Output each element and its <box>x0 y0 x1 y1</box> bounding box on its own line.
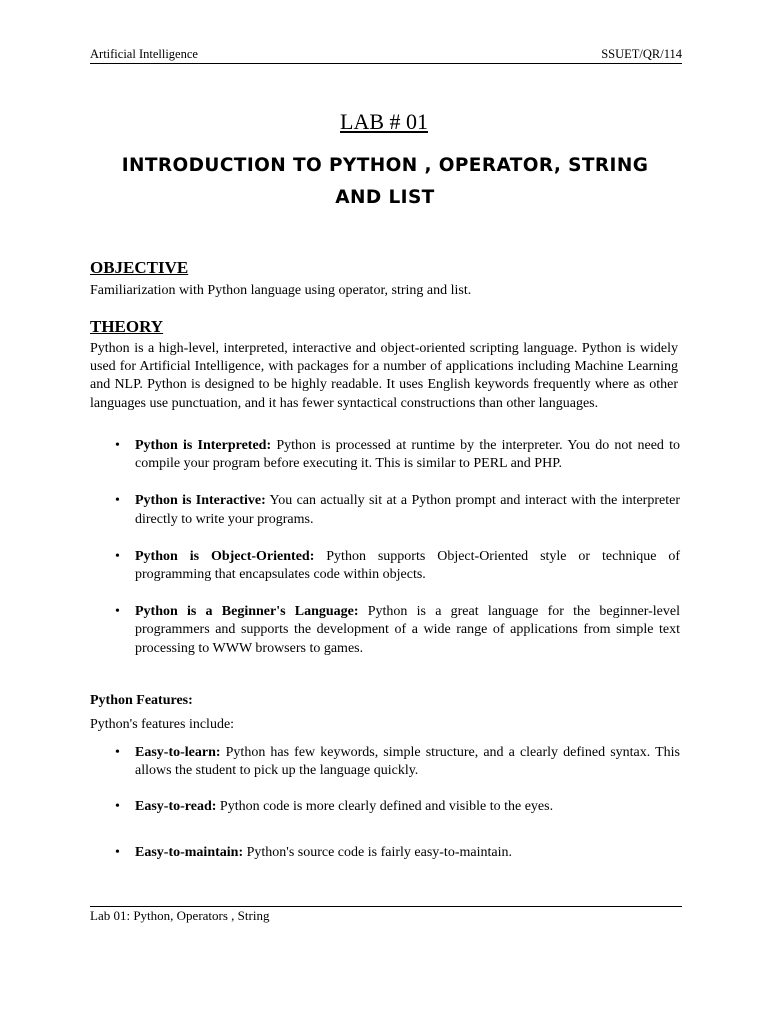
bullet-term: Python is Interactive: <box>135 493 266 509</box>
bullet-icon: • <box>115 745 120 760</box>
list-item <box>90 744 680 780</box>
list-item <box>90 548 680 584</box>
header-document-code: SSUET/QR/114 <box>601 47 682 61</box>
bullet-text: Python supports Object-Oriented style or technique of programming that encapsulates code within objects. <box>135 548 680 583</box>
bullet-text: Python code is more clearly defined and visible to the eyes. <box>216 799 554 815</box>
header-divider <box>90 63 682 64</box>
theory-text: Python is a high-level, interpreted, interactive and object-oriented scripting language. Python is widely used for Artificial Intelligence, with packages for a number of applications including Machine Learning and NLP. Python is designed to be highly readable. It uses English keywords frequently where as other languages use punctuation, and it has fewer syntactical constructions than other languages. <box>90 341 678 411</box>
bullet-term: Python is Object-Oriented: <box>135 548 315 564</box>
page-footer: Lab 01: Python, Operators , String <box>90 908 270 923</box>
main-title-line-1: INTRODUCTION TO PYTHON , OPERATOR, STRING <box>121 155 649 176</box>
lab-title: LAB # 01 <box>340 109 428 134</box>
theory-heading: THEORY <box>90 317 164 336</box>
bullet-icon: • <box>115 844 120 860</box>
objective-text: Familiarization with Python language using operator, string and list. <box>90 283 472 298</box>
bullet-icon: • <box>115 493 120 509</box>
header-course-name: Artificial Intelligence <box>90 47 198 61</box>
objective-heading: OBJECTIVE <box>90 258 189 277</box>
bullet-icon: • <box>115 438 120 453</box>
features-bullet-list <box>90 744 680 862</box>
features-heading: Python Features: <box>90 693 193 708</box>
bullet-text: You can actually sit at a Python prompt and interact with the interpreter directly to write your programs. <box>135 493 680 527</box>
bullet-term: Python is a Beginner's Language: <box>135 604 359 620</box>
bullet-icon: • <box>115 548 120 564</box>
bullet-icon: • <box>115 799 120 815</box>
bullet-term: Easy-to-read: <box>135 799 217 815</box>
bullet-text: Python is processed at runtime by the interpreter. You do not need to compile your program before executing it. This is similar to PERL and PHP. <box>135 438 681 472</box>
page-header <box>90 46 682 62</box>
bullet-term: Easy-to-maintain: <box>135 844 244 860</box>
list-item <box>90 437 680 473</box>
features-intro: Python's features include: <box>90 717 235 732</box>
bullet-text: Python's source code is fairly easy-to-maintain. <box>243 844 512 860</box>
bullet-term: Python is Interpreted: <box>135 438 272 453</box>
footer-divider <box>90 906 682 907</box>
list-item <box>90 798 680 816</box>
bullet-text: Python has few keywords, simple structure, and a clearly defined syntax. This allows the student to pick up the language quickly. <box>135 745 680 779</box>
list-item <box>90 844 680 862</box>
theory-bullet-list <box>90 437 680 658</box>
bullet-term: Easy-to-learn: <box>135 745 221 760</box>
main-title-line-2: AND LIST <box>335 187 435 208</box>
main-title <box>100 150 670 214</box>
list-item <box>90 492 680 528</box>
bullet-text: Python is a great language for the beginner-level programmers and supports the development of a wide range of applications from simple text processing to WWW browsers to games. <box>135 604 680 656</box>
bullet-icon: • <box>115 604 120 620</box>
list-item <box>90 603 680 658</box>
